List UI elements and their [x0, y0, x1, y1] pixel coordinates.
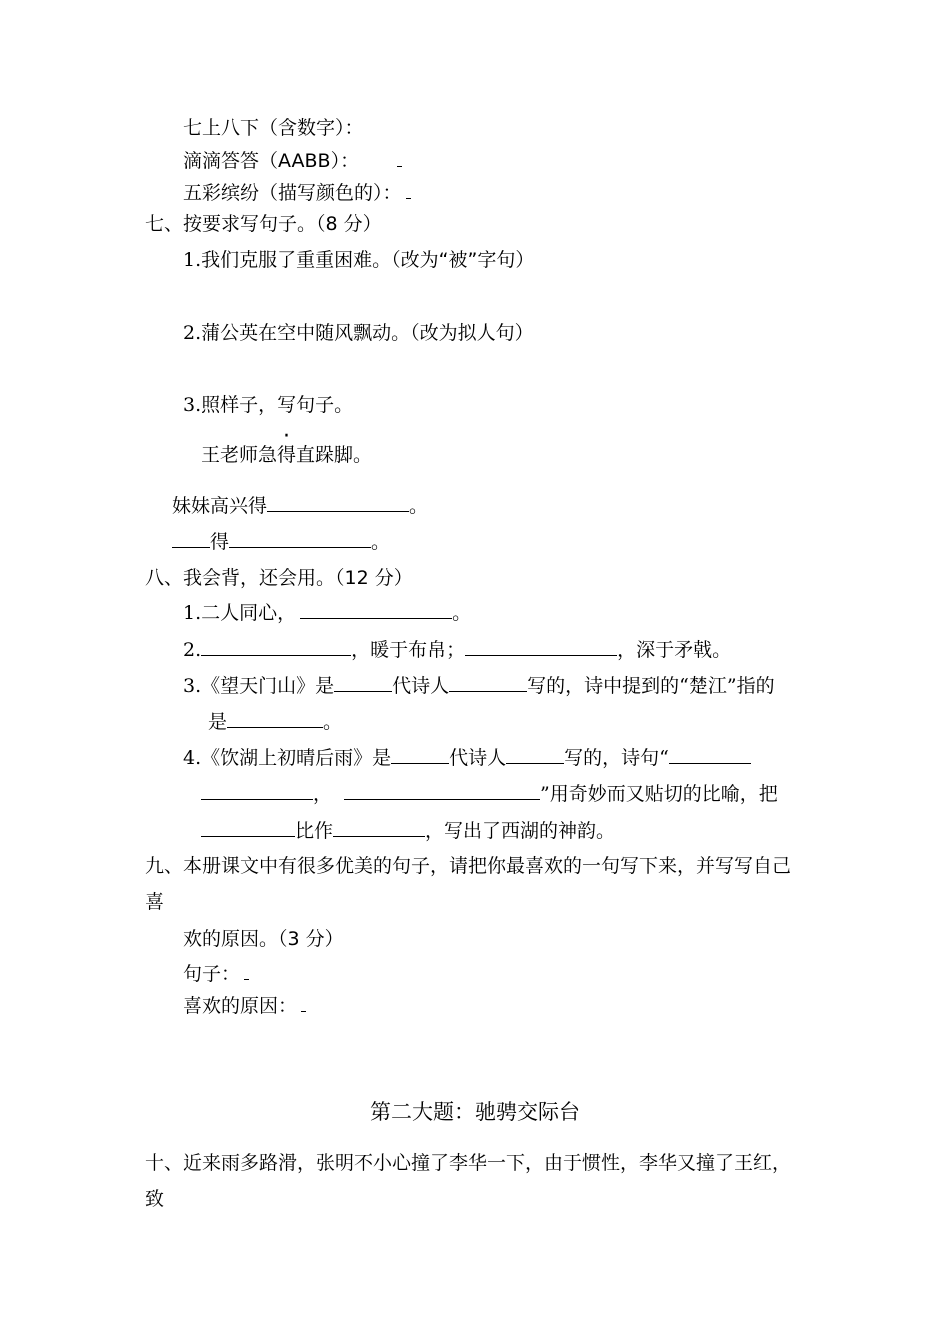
section-10-header-wrap: 致: [145, 1188, 165, 1210]
reason-field: 喜欢的原因：: [183, 993, 306, 1018]
fill-sentence-1: 妹妹高兴得 。: [172, 495, 429, 517]
answer-blank[interactable]: [333, 818, 425, 837]
section-8-question-1: 1.二人同心， 。: [183, 602, 472, 624]
answer-blank[interactable]: [449, 673, 527, 692]
section-8-question-4: 4.《饮湖上初晴后雨》是 代诗人 写的，诗句“: [183, 745, 751, 770]
answer-blank[interactable]: [201, 781, 313, 800]
section-8-question-4-cont2: 比作 ，写出了西湖的神韵。: [201, 818, 615, 843]
answer-blank[interactable]: [267, 493, 409, 512]
section-9-header-wrap: 喜: [145, 891, 165, 913]
section-8-header: 八、我会背，还会用。（12 分）: [145, 567, 413, 589]
item-qishang-baxia: 七上八下（含数字）：: [183, 117, 364, 139]
answer-blank[interactable]: [201, 818, 295, 837]
answer-blank[interactable]: [465, 637, 617, 656]
example-sentence: 王老师急得直跺脚。: [201, 444, 373, 466]
section-9-header: 九、本册课文中有很多优美的句子，请把你最喜欢的一句写下来，并写写自己: [145, 855, 792, 877]
section-7-header: 七、按要求写句子。（8 分）: [145, 213, 382, 235]
answer-blank[interactable]: [300, 600, 452, 619]
section-10-header: 十、近来雨多路滑，张明不小心撞了李华一下，由于惯性，李华又撞了王红，: [145, 1152, 792, 1174]
answer-blank[interactable]: [244, 961, 249, 980]
answer-blank[interactable]: [669, 745, 751, 764]
answer-blank[interactable]: [227, 709, 323, 728]
section-8-question-3-cont: 是 。: [208, 711, 343, 733]
section-7-question-3: 3.照样子，写句子。: [183, 394, 354, 416]
part-2-title: 第二大题：驰骋交际台: [370, 1100, 580, 1124]
answer-blank[interactable]: [406, 180, 411, 199]
fill-sentence-2: 得 。: [172, 529, 390, 554]
answer-blank[interactable]: [506, 745, 564, 764]
answer-blank[interactable]: [301, 993, 306, 1012]
section-8-question-4-cont: ， ”用奇妙而又贴切的比喻，把: [201, 781, 778, 806]
answer-blank[interactable]: [344, 781, 540, 800]
answer-blank[interactable]: [391, 745, 449, 764]
section-8-question-3: 3.《望天门山》是 代诗人 写的，诗中提到的“楚江”指的: [183, 675, 775, 697]
answer-blank[interactable]: [201, 637, 351, 656]
answer-blank[interactable]: [334, 673, 392, 692]
section-7-question-2: 2.蒲公英在空中随风飘动。（改为拟人句）: [183, 322, 534, 344]
sentence-field: 句子：: [183, 961, 249, 986]
section-7-question-1: 1.我们克服了重重困难。（改为“被”字句）: [183, 249, 535, 271]
answer-blank[interactable]: [229, 529, 371, 548]
answer-blank[interactable]: [172, 529, 210, 548]
section-8-question-2: 2. ，暖于布帛； ，深于矛戟。: [183, 639, 732, 661]
section-9-header-cont: 欢的原因。（3 分）: [183, 928, 344, 950]
item-didi-dada: 滴滴答答（AABB）：: [183, 148, 402, 173]
answer-blank[interactable]: [397, 148, 402, 167]
emphasis-dot: ·: [283, 424, 290, 449]
item-wucai-binfen: 五彩缤纷（描写颜色的）：: [183, 180, 411, 205]
